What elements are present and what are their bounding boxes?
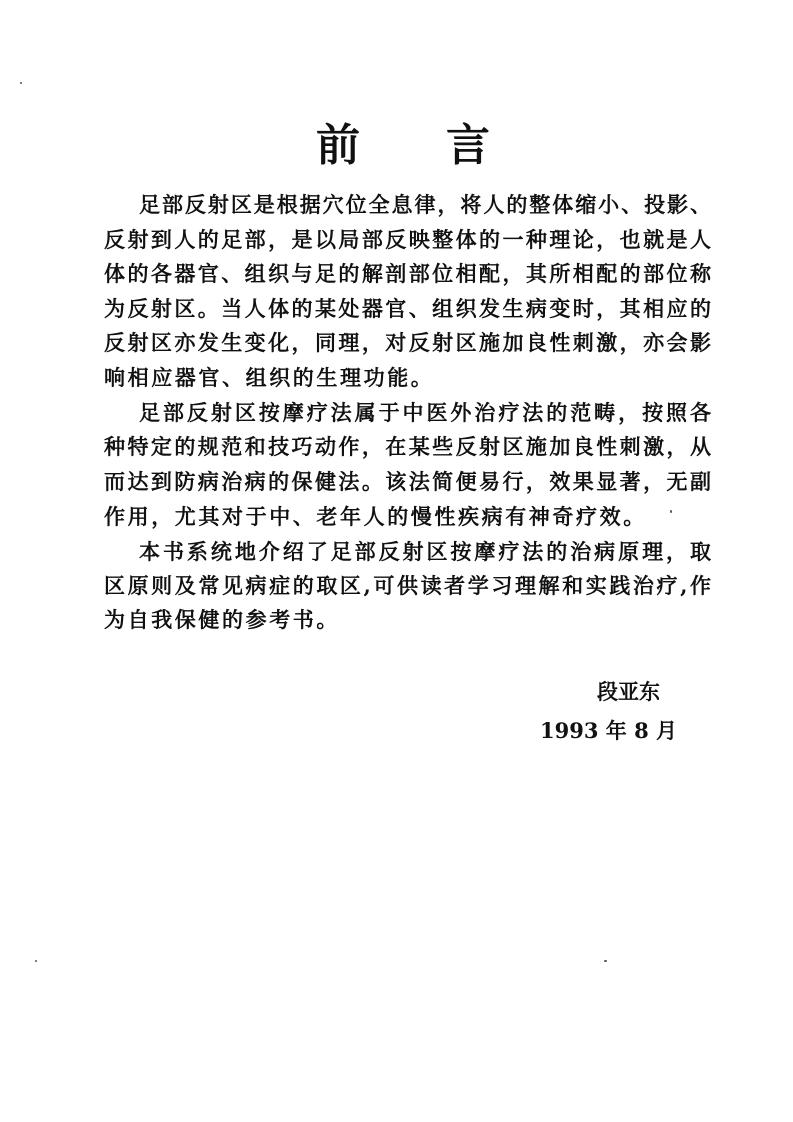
text-line: 反射区亦发生变化，同理，对反射区施加良性刺激，亦会影: [104, 330, 711, 355]
text-line: 而达到防病治病的保健法。该法简便易行，效果显著，无副: [104, 469, 711, 494]
title-char-2: 言: [446, 120, 490, 171]
text-line: 足部反射区是根据穴位全息律，将人的整体缩小、投影、: [139, 192, 711, 217]
text-line: 反射到人的足部，是以局部反映整体的一种理论，也就是人: [104, 227, 711, 252]
text-line: 作用，尤其对于中、老年人的慢性疾病有神奇疗效。: [104, 504, 647, 529]
scan-speck: [20, 82, 22, 84]
text-line: 为反射区。当人体的某处器官、组织发生病变时，其相应的: [104, 296, 711, 321]
date-line: 1993 年 8 月: [540, 718, 677, 743]
text-line: 足部反射区按摩疗法属于中医外治疗法的范畴，按照各: [139, 400, 711, 425]
text-line: 体的各器官、组织与足的解剖部位相配，其所相配的部位称: [104, 261, 711, 286]
text-line: 本书系统地介绍了足部反射区按摩疗法的治病原理，取: [139, 539, 711, 564]
author-signature: 段亚东: [597, 679, 660, 704]
text-line: 区原则及常见病症的取区,可供读者学习理解和实践治疗,作: [104, 573, 711, 598]
text-line: 响相应器官、组织的生理功能。: [104, 365, 435, 390]
scan-speck: [35, 960, 37, 962]
text-line: 为自我保健的参考书。: [104, 607, 340, 632]
text-line: 种特定的规范和技巧动作，在某些反射区施加良性刺激，从: [104, 434, 711, 459]
scan-speck: [604, 960, 607, 962]
page-title: [0, 118, 793, 174]
title-char-1: 前: [316, 120, 360, 171]
scan-speck: [670, 510, 672, 513]
